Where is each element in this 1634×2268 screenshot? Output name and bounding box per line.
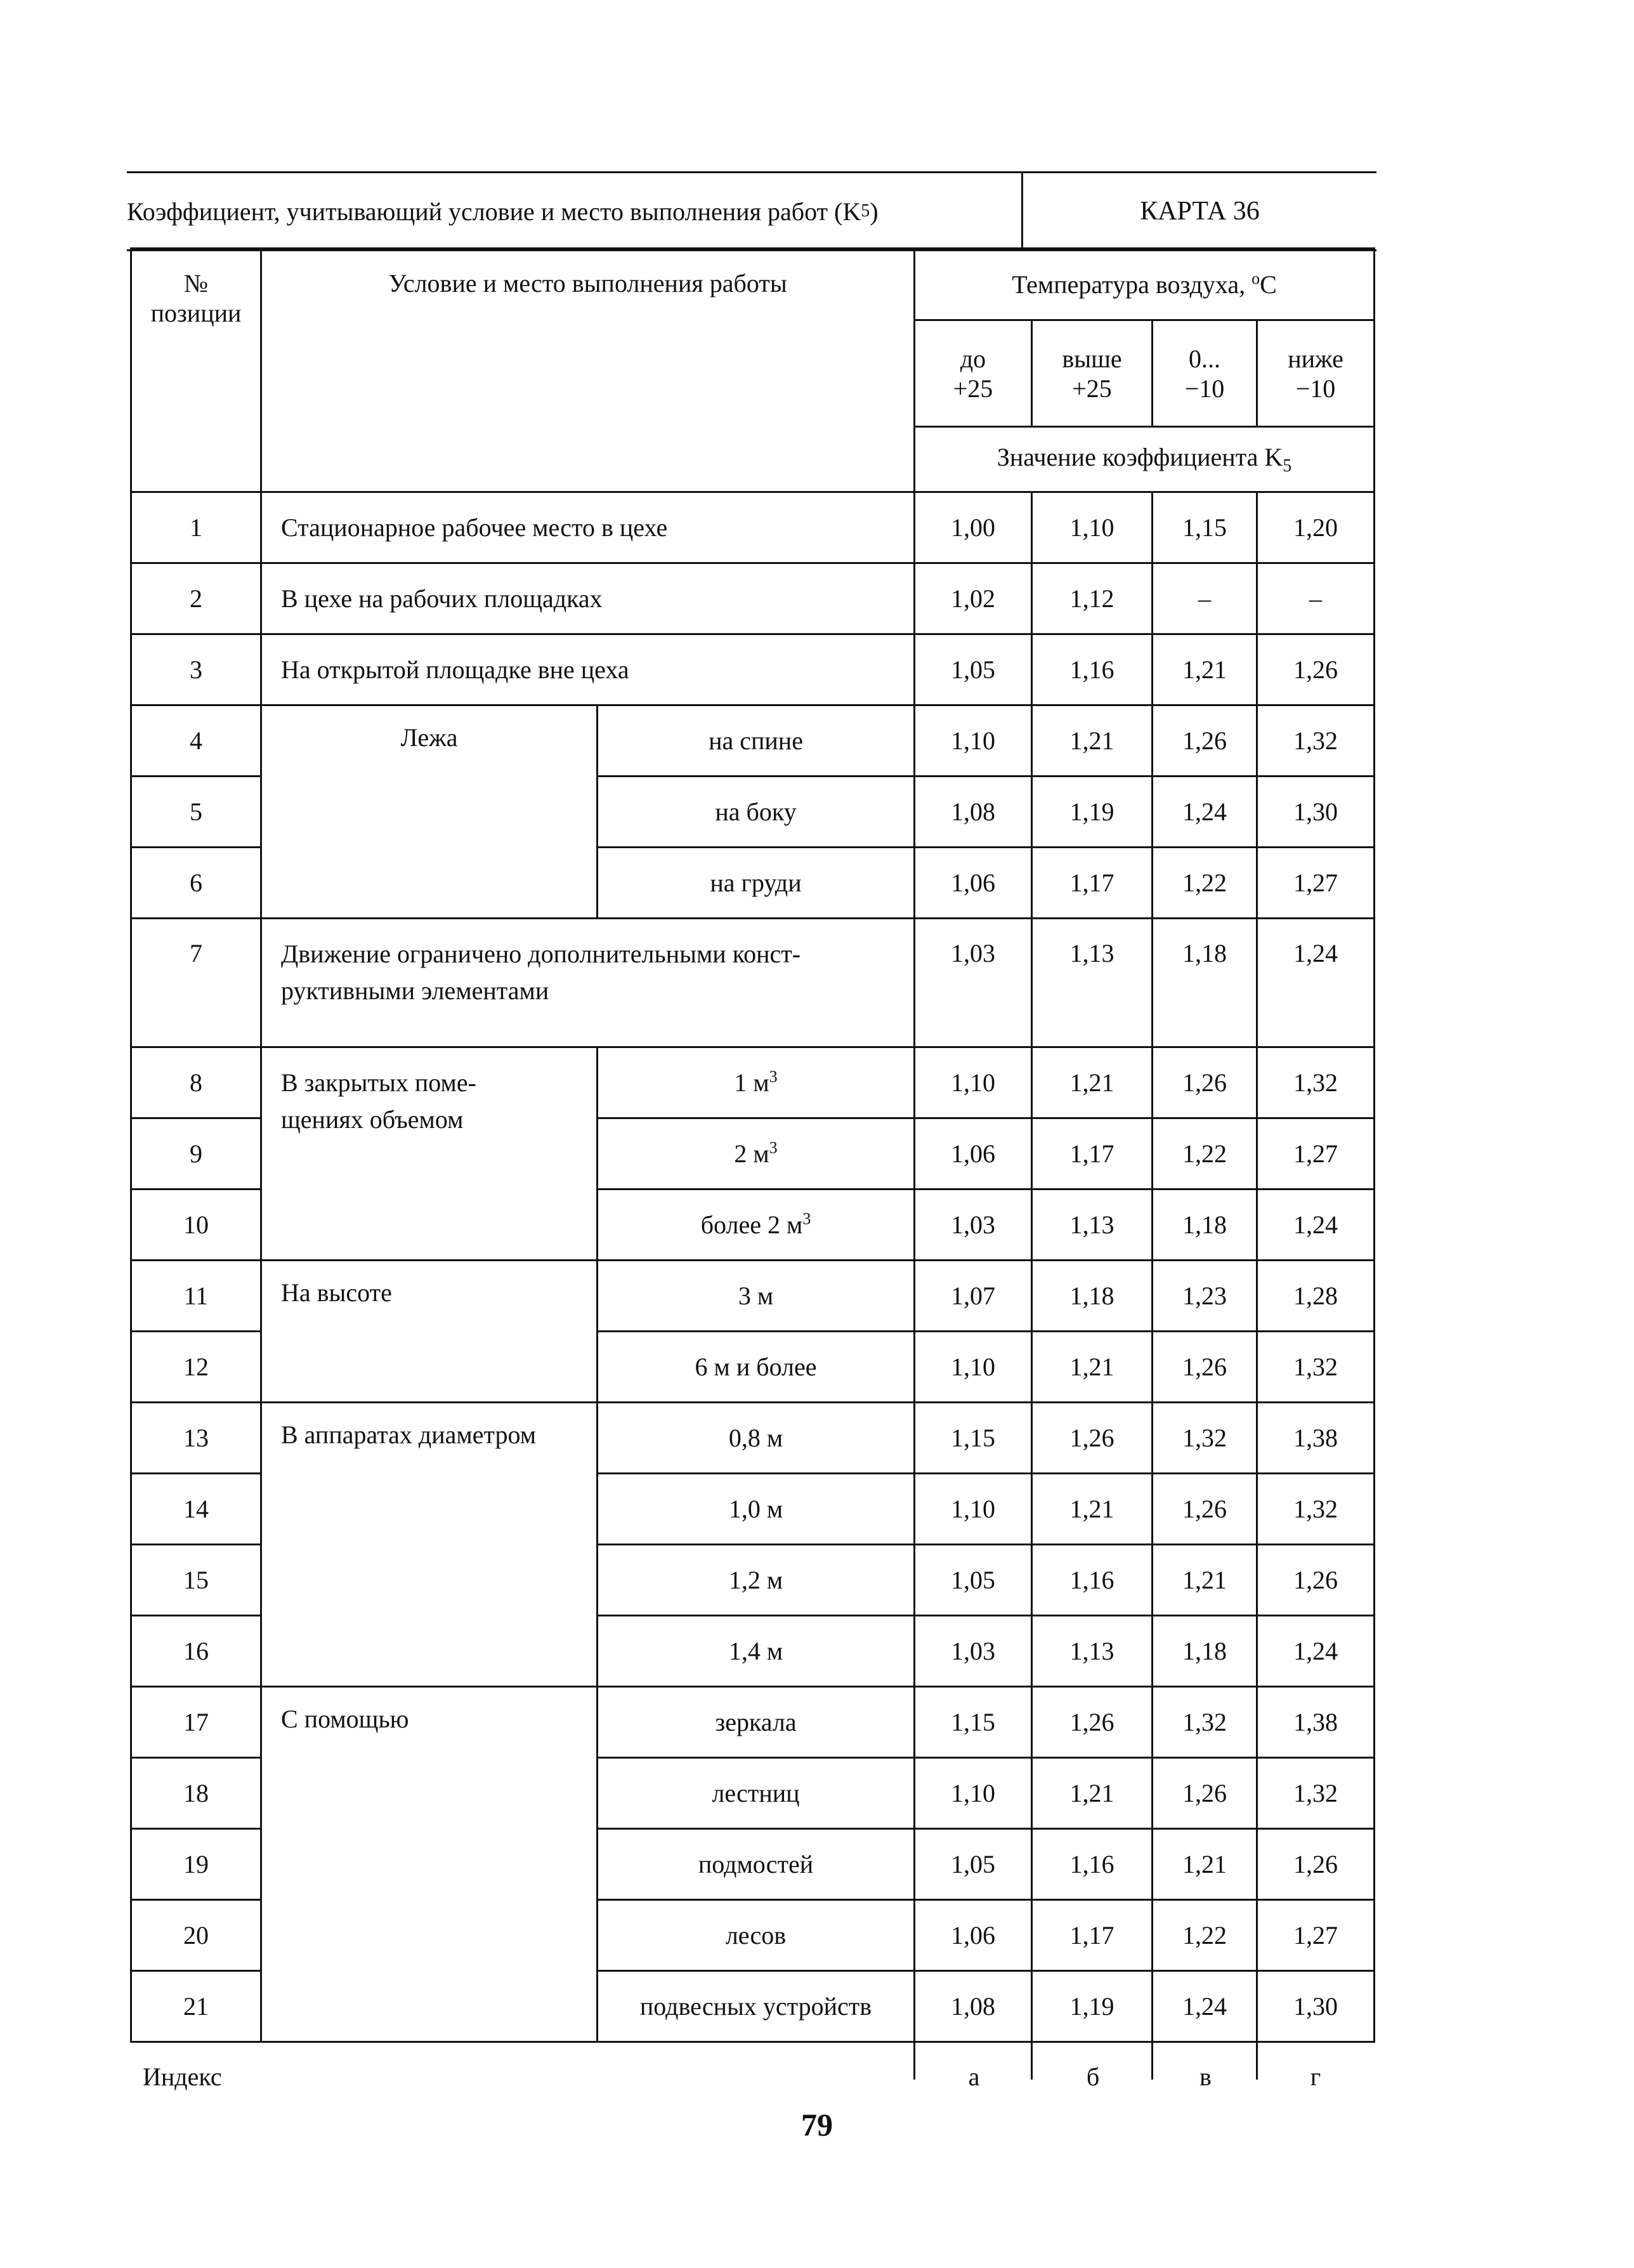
row-number: 5 xyxy=(131,777,261,848)
value-d: 1,32 xyxy=(1257,1047,1375,1118)
value-a: 1,03 xyxy=(915,1616,1032,1687)
value-a: 1,08 xyxy=(915,1971,1032,2042)
coefficient-table xyxy=(130,247,1375,2043)
table-row xyxy=(131,1261,1375,1332)
value-a: 1,15 xyxy=(915,1403,1032,1474)
value-b: 1,21 xyxy=(1032,1332,1153,1403)
value-b: 1,13 xyxy=(1032,1616,1153,1687)
row-sublabel: 1,0 м xyxy=(598,1474,915,1545)
row-number: 6 xyxy=(131,848,261,919)
value-d: 1,24 xyxy=(1257,1616,1375,1687)
row-number: 16 xyxy=(131,1616,261,1687)
value-c: 1,18 xyxy=(1153,1190,1257,1261)
row-number: 17 xyxy=(131,1687,261,1758)
value-b: 1,16 xyxy=(1032,1829,1153,1900)
value-c: 1,22 xyxy=(1153,1900,1257,1971)
t4-line1: ниже xyxy=(1288,344,1343,373)
value-c: 1,18 xyxy=(1153,919,1257,1047)
value-d: – xyxy=(1257,563,1375,634)
row-sublabel: зеркала xyxy=(598,1687,915,1758)
row-sublabel: 1,4 м xyxy=(598,1616,915,1687)
value-a: 1,10 xyxy=(915,1474,1032,1545)
value-a: 1,03 xyxy=(915,919,1032,1047)
value-c: 1,23 xyxy=(1153,1261,1257,1332)
value-d: 1,26 xyxy=(1257,634,1375,705)
index-a: а xyxy=(968,2062,980,2091)
card-title-end: ) xyxy=(870,197,879,226)
row-label: Стационарное рабочее место в цехе xyxy=(261,492,915,563)
row-label: В цехе на рабочих площадках xyxy=(261,563,915,634)
row-label-line1: Движение ограничено дополнительными конст- xyxy=(281,940,801,968)
col-t4-header xyxy=(1257,320,1375,427)
value-d: 1,27 xyxy=(1257,1118,1375,1190)
sublabel-sup: 3 xyxy=(769,1067,778,1086)
t2-line2: +25 xyxy=(1072,374,1112,403)
row-number: 9 xyxy=(131,1118,261,1190)
value-a: 1,07 xyxy=(915,1261,1032,1332)
card-title-subscript: 5 xyxy=(861,201,870,221)
value-d: 1,24 xyxy=(1257,919,1375,1047)
value-a: 1,08 xyxy=(915,777,1032,848)
card-title-text: Коэффициент, учитывающий условие и место выполнения работ (K xyxy=(127,197,861,226)
value-d: 1,30 xyxy=(1257,777,1375,848)
group-label-using: С помощью xyxy=(261,1687,598,2042)
value-b: 1,19 xyxy=(1032,1971,1153,2042)
row-sublabel: 3 м xyxy=(598,1261,915,1332)
value-c: 1,22 xyxy=(1153,1118,1257,1190)
t1-line1: до xyxy=(960,344,986,373)
row-label xyxy=(261,919,915,1047)
coef-label: Значение коэффициента K xyxy=(997,443,1283,471)
value-b: 1,26 xyxy=(1032,1403,1153,1474)
header-row-1 xyxy=(131,249,1375,320)
row-sublabel xyxy=(598,1118,915,1190)
value-b: 1,21 xyxy=(1032,1474,1153,1545)
value-c: 1,21 xyxy=(1153,1545,1257,1616)
value-d: 1,32 xyxy=(1257,1758,1375,1829)
value-c: 1,21 xyxy=(1153,634,1257,705)
value-d: 1,30 xyxy=(1257,1971,1375,2042)
row-sublabel: 0,8 м xyxy=(598,1403,915,1474)
row-number: 1 xyxy=(131,492,261,563)
col-number-symbol: № xyxy=(183,269,209,298)
value-b: 1,16 xyxy=(1032,1545,1153,1616)
card-header xyxy=(127,171,1376,251)
row-number: 20 xyxy=(131,1900,261,1971)
group-label-height: На высоте xyxy=(261,1261,598,1403)
index-d: г xyxy=(1310,2062,1321,2091)
value-c: – xyxy=(1153,563,1257,634)
t4-line2: −10 xyxy=(1295,374,1336,403)
row-number: 14 xyxy=(131,1474,261,1545)
group-closed-line1: В закрытых поме- xyxy=(281,1068,476,1097)
sublabel-text: 1 м xyxy=(734,1068,769,1097)
row-sublabel: 6 м и более xyxy=(598,1332,915,1403)
value-c: 1,32 xyxy=(1153,1687,1257,1758)
row-number: 12 xyxy=(131,1332,261,1403)
sublabel-sup: 3 xyxy=(769,1138,778,1157)
value-a: 1,03 xyxy=(915,1190,1032,1261)
col-number-header xyxy=(131,249,261,492)
value-d: 1,24 xyxy=(1257,1190,1375,1261)
coef-subscript: 5 xyxy=(1283,456,1292,476)
value-a: 1,10 xyxy=(915,705,1032,777)
value-b: 1,17 xyxy=(1032,1900,1153,1971)
t2-line1: выше xyxy=(1062,344,1122,373)
value-a: 1,05 xyxy=(915,634,1032,705)
value-c: 1,26 xyxy=(1153,1047,1257,1118)
row-number: 13 xyxy=(131,1403,261,1474)
value-a: 1,06 xyxy=(915,1900,1032,1971)
value-c: 1,26 xyxy=(1153,1332,1257,1403)
col-t2-header xyxy=(1032,320,1153,427)
row-number: 21 xyxy=(131,1971,261,2042)
group-label-lying: Лежа xyxy=(261,705,598,919)
card-title xyxy=(127,173,1021,249)
row-number: 2 xyxy=(131,563,261,634)
row-number: 4 xyxy=(131,705,261,777)
value-b: 1,19 xyxy=(1032,777,1153,848)
temp-unit: C xyxy=(1260,270,1277,299)
row-number: 19 xyxy=(131,1829,261,1900)
value-a: 1,06 xyxy=(915,1118,1032,1190)
row-sublabel: на боку xyxy=(598,777,915,848)
row-number: 10 xyxy=(131,1190,261,1261)
value-b: 1,12 xyxy=(1032,563,1153,634)
value-d: 1,26 xyxy=(1257,1545,1375,1616)
table-row xyxy=(131,563,1375,634)
sublabel-sup: 3 xyxy=(802,1209,811,1228)
value-c: 1,22 xyxy=(1153,848,1257,919)
table-row xyxy=(131,705,1375,777)
value-a: 1,10 xyxy=(915,1758,1032,1829)
table-row xyxy=(131,1687,1375,1758)
value-a: 1,05 xyxy=(915,1545,1032,1616)
value-d: 1,27 xyxy=(1257,848,1375,919)
row-label: На открытой площадке вне цеха xyxy=(261,634,915,705)
value-b: 1,21 xyxy=(1032,1047,1153,1118)
value-d: 1,38 xyxy=(1257,1687,1375,1758)
value-b: 1,18 xyxy=(1032,1261,1153,1332)
t1-line2: +25 xyxy=(953,374,993,403)
row-sublabel: лестниц xyxy=(598,1758,915,1829)
value-a: 1,00 xyxy=(915,492,1032,563)
row-number: 3 xyxy=(131,634,261,705)
value-d: 1,27 xyxy=(1257,1900,1375,1971)
card-number: КАРТА 36 xyxy=(1140,197,1260,226)
value-b: 1,17 xyxy=(1032,848,1153,919)
sublabel-text: 2 м xyxy=(734,1139,769,1168)
temp-label: Температура воздуха, xyxy=(1012,270,1252,299)
value-a: 1,05 xyxy=(915,1829,1032,1900)
row-sublabel: 1,2 м xyxy=(598,1545,915,1616)
value-a: 1,10 xyxy=(915,1047,1032,1118)
index-label: Индекс xyxy=(143,2062,222,2091)
row-sublabel: на спине xyxy=(598,705,915,777)
value-b: 1,10 xyxy=(1032,492,1153,563)
col-t1-header xyxy=(915,320,1032,427)
value-d: 1,26 xyxy=(1257,1829,1375,1900)
value-c: 1,15 xyxy=(1153,492,1257,563)
value-b: 1,21 xyxy=(1032,705,1153,777)
value-b: 1,21 xyxy=(1032,1758,1153,1829)
row-sublabel: лесов xyxy=(598,1900,915,1971)
value-d: 1,28 xyxy=(1257,1261,1375,1332)
row-number: 18 xyxy=(131,1758,261,1829)
row-sublabel xyxy=(598,1190,915,1261)
value-d: 1,38 xyxy=(1257,1403,1375,1474)
row-number: 7 xyxy=(131,919,261,1047)
col-number-label: позиции xyxy=(150,299,242,327)
row-sublabel: подвесных устройств xyxy=(598,1971,915,2042)
value-c: 1,26 xyxy=(1153,1758,1257,1829)
table-row xyxy=(131,1047,1375,1118)
index-c: в xyxy=(1199,2062,1212,2091)
row-label-line2: руктивными элементами xyxy=(281,976,549,1005)
group-closed-line2: щениях объемом xyxy=(281,1105,464,1134)
value-b: 1,17 xyxy=(1032,1118,1153,1190)
col-t3-header xyxy=(1153,320,1257,427)
group-label-apparatus: В аппаратах диаметром xyxy=(261,1403,598,1687)
value-b: 1,16 xyxy=(1032,634,1153,705)
value-a: 1,15 xyxy=(915,1687,1032,1758)
row-sublabel xyxy=(598,1047,915,1118)
t3-line2: −10 xyxy=(1184,374,1225,403)
value-c: 1,26 xyxy=(1153,705,1257,777)
page-number: 79 xyxy=(801,2107,833,2142)
value-d: 1,32 xyxy=(1257,1332,1375,1403)
group-label-closed xyxy=(261,1047,598,1261)
value-d: 1,20 xyxy=(1257,492,1375,563)
value-d: 1,32 xyxy=(1257,1474,1375,1545)
row-number: 11 xyxy=(131,1261,261,1332)
value-a: 1,10 xyxy=(915,1332,1032,1403)
value-c: 1,26 xyxy=(1153,1474,1257,1545)
value-b: 1,13 xyxy=(1032,919,1153,1047)
row-number: 15 xyxy=(131,1545,261,1616)
t3-line1: 0... xyxy=(1189,344,1221,373)
table-row xyxy=(131,492,1375,563)
col-coef-header xyxy=(915,427,1375,492)
value-b: 1,26 xyxy=(1032,1687,1153,1758)
value-c: 1,21 xyxy=(1153,1829,1257,1900)
value-c: 1,18 xyxy=(1153,1616,1257,1687)
value-c: 1,32 xyxy=(1153,1403,1257,1474)
sublabel-text: более 2 м xyxy=(700,1210,803,1239)
row-sublabel: подмостей xyxy=(598,1829,915,1900)
value-d: 1,32 xyxy=(1257,705,1375,777)
value-b: 1,13 xyxy=(1032,1190,1153,1261)
temp-degree: o xyxy=(1252,269,1260,288)
value-c: 1,24 xyxy=(1153,1971,1257,2042)
table-row xyxy=(131,919,1375,1047)
col-temp-header xyxy=(915,249,1375,320)
col-condition-header: Условие и место выполнения работы xyxy=(261,249,915,492)
row-sublabel: на груди xyxy=(598,848,915,919)
table-row xyxy=(131,634,1375,705)
value-a: 1,02 xyxy=(915,563,1032,634)
table-row xyxy=(131,1403,1375,1474)
row-number: 8 xyxy=(131,1047,261,1118)
value-c: 1,24 xyxy=(1153,777,1257,848)
value-a: 1,06 xyxy=(915,848,1032,919)
index-b: б xyxy=(1086,2062,1100,2091)
